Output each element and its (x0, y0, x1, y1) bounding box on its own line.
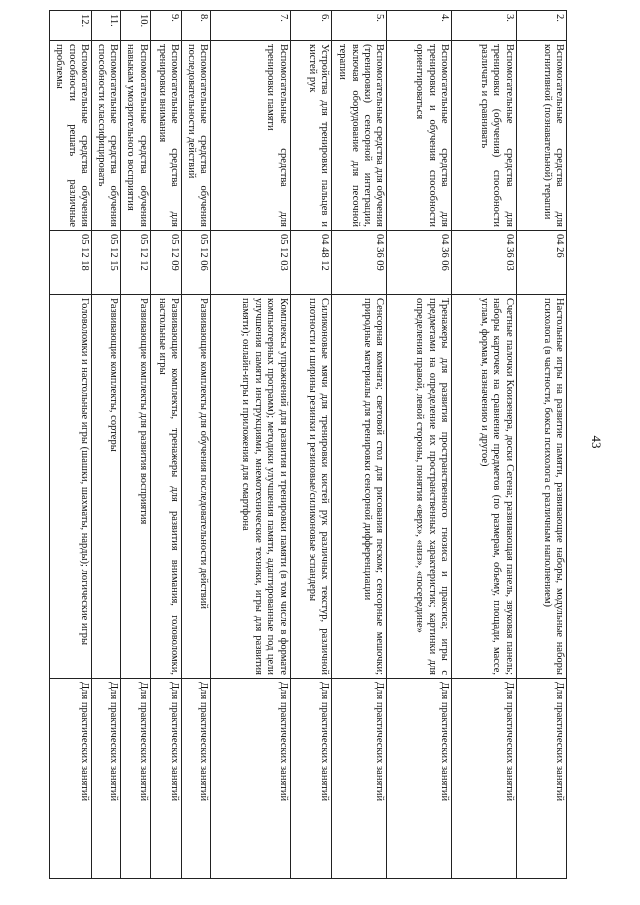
row-code: 05 12 12 (121, 231, 150, 295)
row-description: Силиконовые мячи для тренировки кистей рук различных текстур, различной плотности и ширины резинки и резиновые/силиконовые эспандеры (290, 295, 332, 679)
row-name: Вспомогательные средства для тренировки и обучения способности ориентироваться (387, 41, 452, 231)
row-description: Тренажеры для развития пространственного гнозиса и праксиса; игры с предметами на определение их пространственных характеристик; картинки для определения правой, левой стороны, понятия «верх», «низ», «посередине» (387, 295, 452, 679)
row-code: 04 36 06 (387, 231, 452, 295)
row-code: 04 36 09 (332, 231, 387, 295)
row-name: Вспомогательные средства для обучения (тренировки) сенсорной интеграции, включая оборудование для песочной терапии (332, 41, 387, 231)
row-code: 05 12 09 (150, 231, 181, 295)
row-purpose: Для практических занятий (290, 679, 332, 879)
row-purpose: Для практических занятий (516, 679, 566, 879)
row-code: 05 12 06 (181, 231, 210, 295)
row-number: 4. (387, 11, 452, 41)
row-number: 12. (50, 11, 92, 41)
row-description: Головоломки и настольные игры (шашки, шахматы, нарды); логические игры (50, 295, 92, 679)
row-name: Вспомогательные средства для тренировки (обучения) способности различать и сравнивать (452, 41, 517, 231)
row-purpose: Для практических занятий (211, 679, 290, 879)
row-purpose: Для практических занятий (387, 679, 452, 879)
table-row (150, 11, 181, 879)
row-code: 05 12 18 (50, 231, 92, 295)
rotated-table-wrapper (49, 10, 567, 878)
row-name: Вспомогательные средства обучения последовательности действий (181, 41, 210, 231)
row-purpose: Для практических занятий (121, 679, 150, 879)
row-description: Развивающие комплекты, сортеры (92, 295, 121, 679)
row-code: 04 36 03 (452, 231, 517, 295)
row-number: 2. (516, 11, 566, 41)
table-row (332, 11, 387, 879)
row-description: Настольные игры на развитие памяти, развивающие наборы, модульные наборы психолога (в частности, боксы психолога с различным наполнением) (516, 295, 566, 679)
row-description: Счетные палочки Кюизенера, доски Сегена; развивающая панель, звуковая панель; наборы карточек на сравнение предметов (по размерам, объему, площади, массе, углам, формам, назначению и другое) (452, 295, 517, 679)
row-name: Вспомогательные средства для тренировки памяти (211, 41, 290, 231)
row-code: 04 48 12 (290, 231, 332, 295)
table-row (452, 11, 517, 879)
row-number: 3. (452, 11, 517, 41)
table-row (50, 11, 92, 879)
row-purpose: Для практических занятий (92, 679, 121, 879)
table-row (387, 11, 452, 879)
row-name: Вспомогательные средства для когнитивной (познавательной) терапии (516, 41, 566, 231)
row-number: 11. (92, 11, 121, 41)
row-code: 05 12 15 (92, 231, 121, 295)
table-row (121, 11, 150, 879)
row-name: Вспомогательные средства обучения навыкам умозрительного восприятия (121, 41, 150, 231)
row-number: 6. (290, 11, 332, 41)
table-row (290, 11, 332, 879)
page-number: 43 (589, 435, 604, 449)
row-purpose: Для практических занятий (150, 679, 181, 879)
row-description: Сенсорная комната; световой стол для рисования песком; сенсорные мешочки; природные материалы для тренировки сенсорной дифференциации (332, 295, 387, 679)
row-number: 10. (121, 11, 150, 41)
row-name: Вспомогательные средства обучения способности классифицировать (92, 41, 121, 231)
row-purpose: Для практических занятий (50, 679, 92, 879)
row-purpose: Для практических занятий (332, 679, 387, 879)
table-row (516, 11, 566, 879)
row-name: Вспомогательные средства для тренировки внимания (150, 41, 181, 231)
row-description: Развивающие комплекты, тренажеры для развития внимания, головоломки, настольные игры (150, 295, 181, 679)
row-purpose: Для практических занятий (452, 679, 517, 879)
row-number: 7. (211, 11, 290, 41)
equipment-table (49, 10, 567, 879)
row-number: 9. (150, 11, 181, 41)
row-code: 05 12 03 (211, 231, 290, 295)
row-name: Вспомогательные средства обучения способности решать различные проблемы (50, 41, 92, 231)
row-name: Устройства для тренировки пальцев и кистей рук (290, 41, 332, 231)
row-description: Комплексы упражнений для развития и тренировки памяти (в том числе в формате компьютерных программ); методики улучшения памяти, адаптированные под цели улучшения памяти инструкциями, мнемотехнические техники, игры для развития памяти); онлайн-игры и приложения для смартфона (211, 295, 290, 679)
row-purpose: Для практических занятий (181, 679, 210, 879)
row-description: Развивающие комплекты для обучения последовательности действий (181, 295, 210, 679)
row-number: 8. (181, 11, 210, 41)
table-row (92, 11, 121, 879)
row-code: 04 26 (516, 231, 566, 295)
table-row (211, 11, 290, 879)
row-description: Развивающие комплекты для развития восприятия (121, 295, 150, 679)
row-number: 5. (332, 11, 387, 41)
table-row (181, 11, 210, 879)
